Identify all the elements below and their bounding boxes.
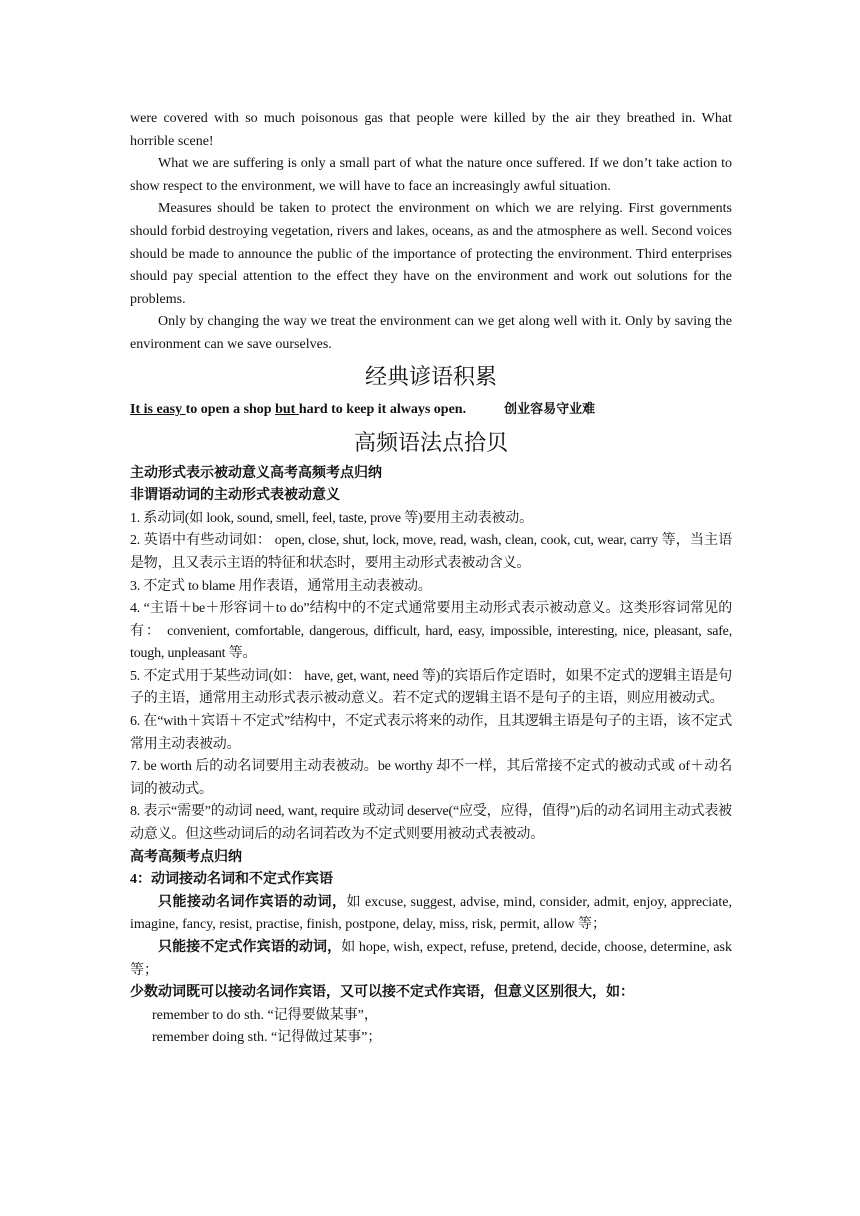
grammar-subtitle-2: 非谓语动词的主动形式表被动意义: [130, 488, 340, 504]
grammar-item-5: 5. 不定式用于某些动词(如： have, get, want, need 等)的宾语后作定语时，如果不定式的逻辑主语是句子的主语，通常用主动形式表示被动意义。若不定式的逻辑主语不是句子的主语，则应用被动式。: [130, 668, 732, 707]
grammar-section-title: 高频语法点拾贝: [353, 430, 508, 456]
essay-paragraph-4: Only by changing the way we treat the environment can we get along well with it. Only by saving the environment can we save ourselves.: [130, 314, 732, 352]
gerund-verbs-list: 如 excuse, suggest, advise, mind, consider, admit, enjoy, appreciate, imagine, fancy, resist, practise, finish, postpone, delay, miss, risk, permit, allow 等；: [130, 894, 733, 933]
grammar-subtitle-4: 4：动词接动名词和不定式作宾语: [130, 872, 333, 888]
essay-paragraph-1: were covered with so much poisonous gas that people were killed by the air they breathed in. What horrible scene!: [130, 111, 732, 149]
gerund-verbs-paragraph: [130, 892, 732, 937]
grammar-item-6: 6. 在“with＋宾语＋不定式”结构中，不定式表示将来的动作，且其逻辑主语是句子的主语，该不定式常用主动表被动。: [130, 714, 732, 752]
grammar-item-2: 2. 英语中有些动词如： open, close, shut, lock, move, read, wash, clean, cook, cut, wear, carry 等，当主语是物，且又表示主语的特征和状态时，要用主动形式表被动含义。: [130, 533, 732, 571]
grammar-item-1: 1. 系动词(如 look, sound, smell, feel, taste, prove 等)要用主动表被动。: [130, 510, 533, 526]
example-2: remember doing sth. “记得做过某事”；: [152, 1030, 382, 1046]
grammar-item-7: 7. be worth 后的动名词要用主动表被动。be worthy 却不一样，其后常接不定式的被动式或 of＋动名词的被动式。: [130, 759, 732, 797]
gerund-verbs-lead: 只能接动名词作宾语的动词，: [158, 894, 347, 910]
proverb-chinese: 创业容易守业难: [504, 401, 596, 417]
proverb-part-1: It is easy: [130, 401, 186, 417]
grammar-item-3: 3. 不定式 to blame 用作表语，通常用主动表被动。: [130, 578, 432, 594]
infinitive-verbs-paragraph: [130, 937, 732, 982]
proverb-part-2: to open a shop: [185, 401, 276, 417]
essay-paragraph-2: What we are suffering is only a small part of what the nature once suffered. If we don’t take action to show respect to the environment, we will have to face an increasingly awful situation.: [130, 156, 732, 194]
infinitive-verbs-list: 如 hope, wish, expect, refuse, pretend, decide, choose, determine, ask 等；: [130, 940, 733, 978]
page-content: [130, 108, 732, 1050]
proverb-section-title: 经典谚语积累: [364, 364, 497, 390]
grammar-subtitle-1: 主动形式表示被动意义高考高频考点归纳: [130, 465, 382, 481]
proverb-part-4: hard to keep it always open.: [298, 401, 467, 417]
proverb-line: [130, 397, 732, 423]
proverb-part-3: but: [275, 401, 299, 417]
grammar-item-8: 8. 表示“需要”的动词 need, want, require 或动词 deserve(“应受，应得，值得”)后的动名词用主动式表被动意义。但这些动词后的动名词若改为不定式则要用被动式表被动。: [130, 804, 732, 843]
infinitive-verbs-lead: 只能接不定式作宾语的动词，: [158, 940, 342, 955]
essay-paragraph-3: Measures should be taken to protect the environment on which we are relying. First governments should forbid destroying vegetation, rivers and lakes, oceans, as and the atmosphere as well. Second voices should be made to announce the public of the importance of protecting the environment. Third enterprises should pay special attention to the effect they have on the environment and work out solutions for the problems.: [130, 201, 732, 307]
grammar-subtitle-3: 高考高频考点归纳: [130, 849, 242, 865]
grammar-item-4: 4. “主语＋be＋形容词＋to do”结构中的不定式通常要用主动形式表示被动意义。这类形容词常见的有： convenient, comfortable, dangerous, difficult, hard, easy, impossible, interesting, nice, pleasant, safe, tough, unpleasant 等。: [130, 601, 732, 662]
both-forms-note: 少数动词既可以接动名词作宾语，又可以接不定式作宾语，但意义区别很大，如：: [130, 985, 634, 1001]
example-1: remember to do sth. “记得要做某事”，: [152, 1007, 378, 1023]
